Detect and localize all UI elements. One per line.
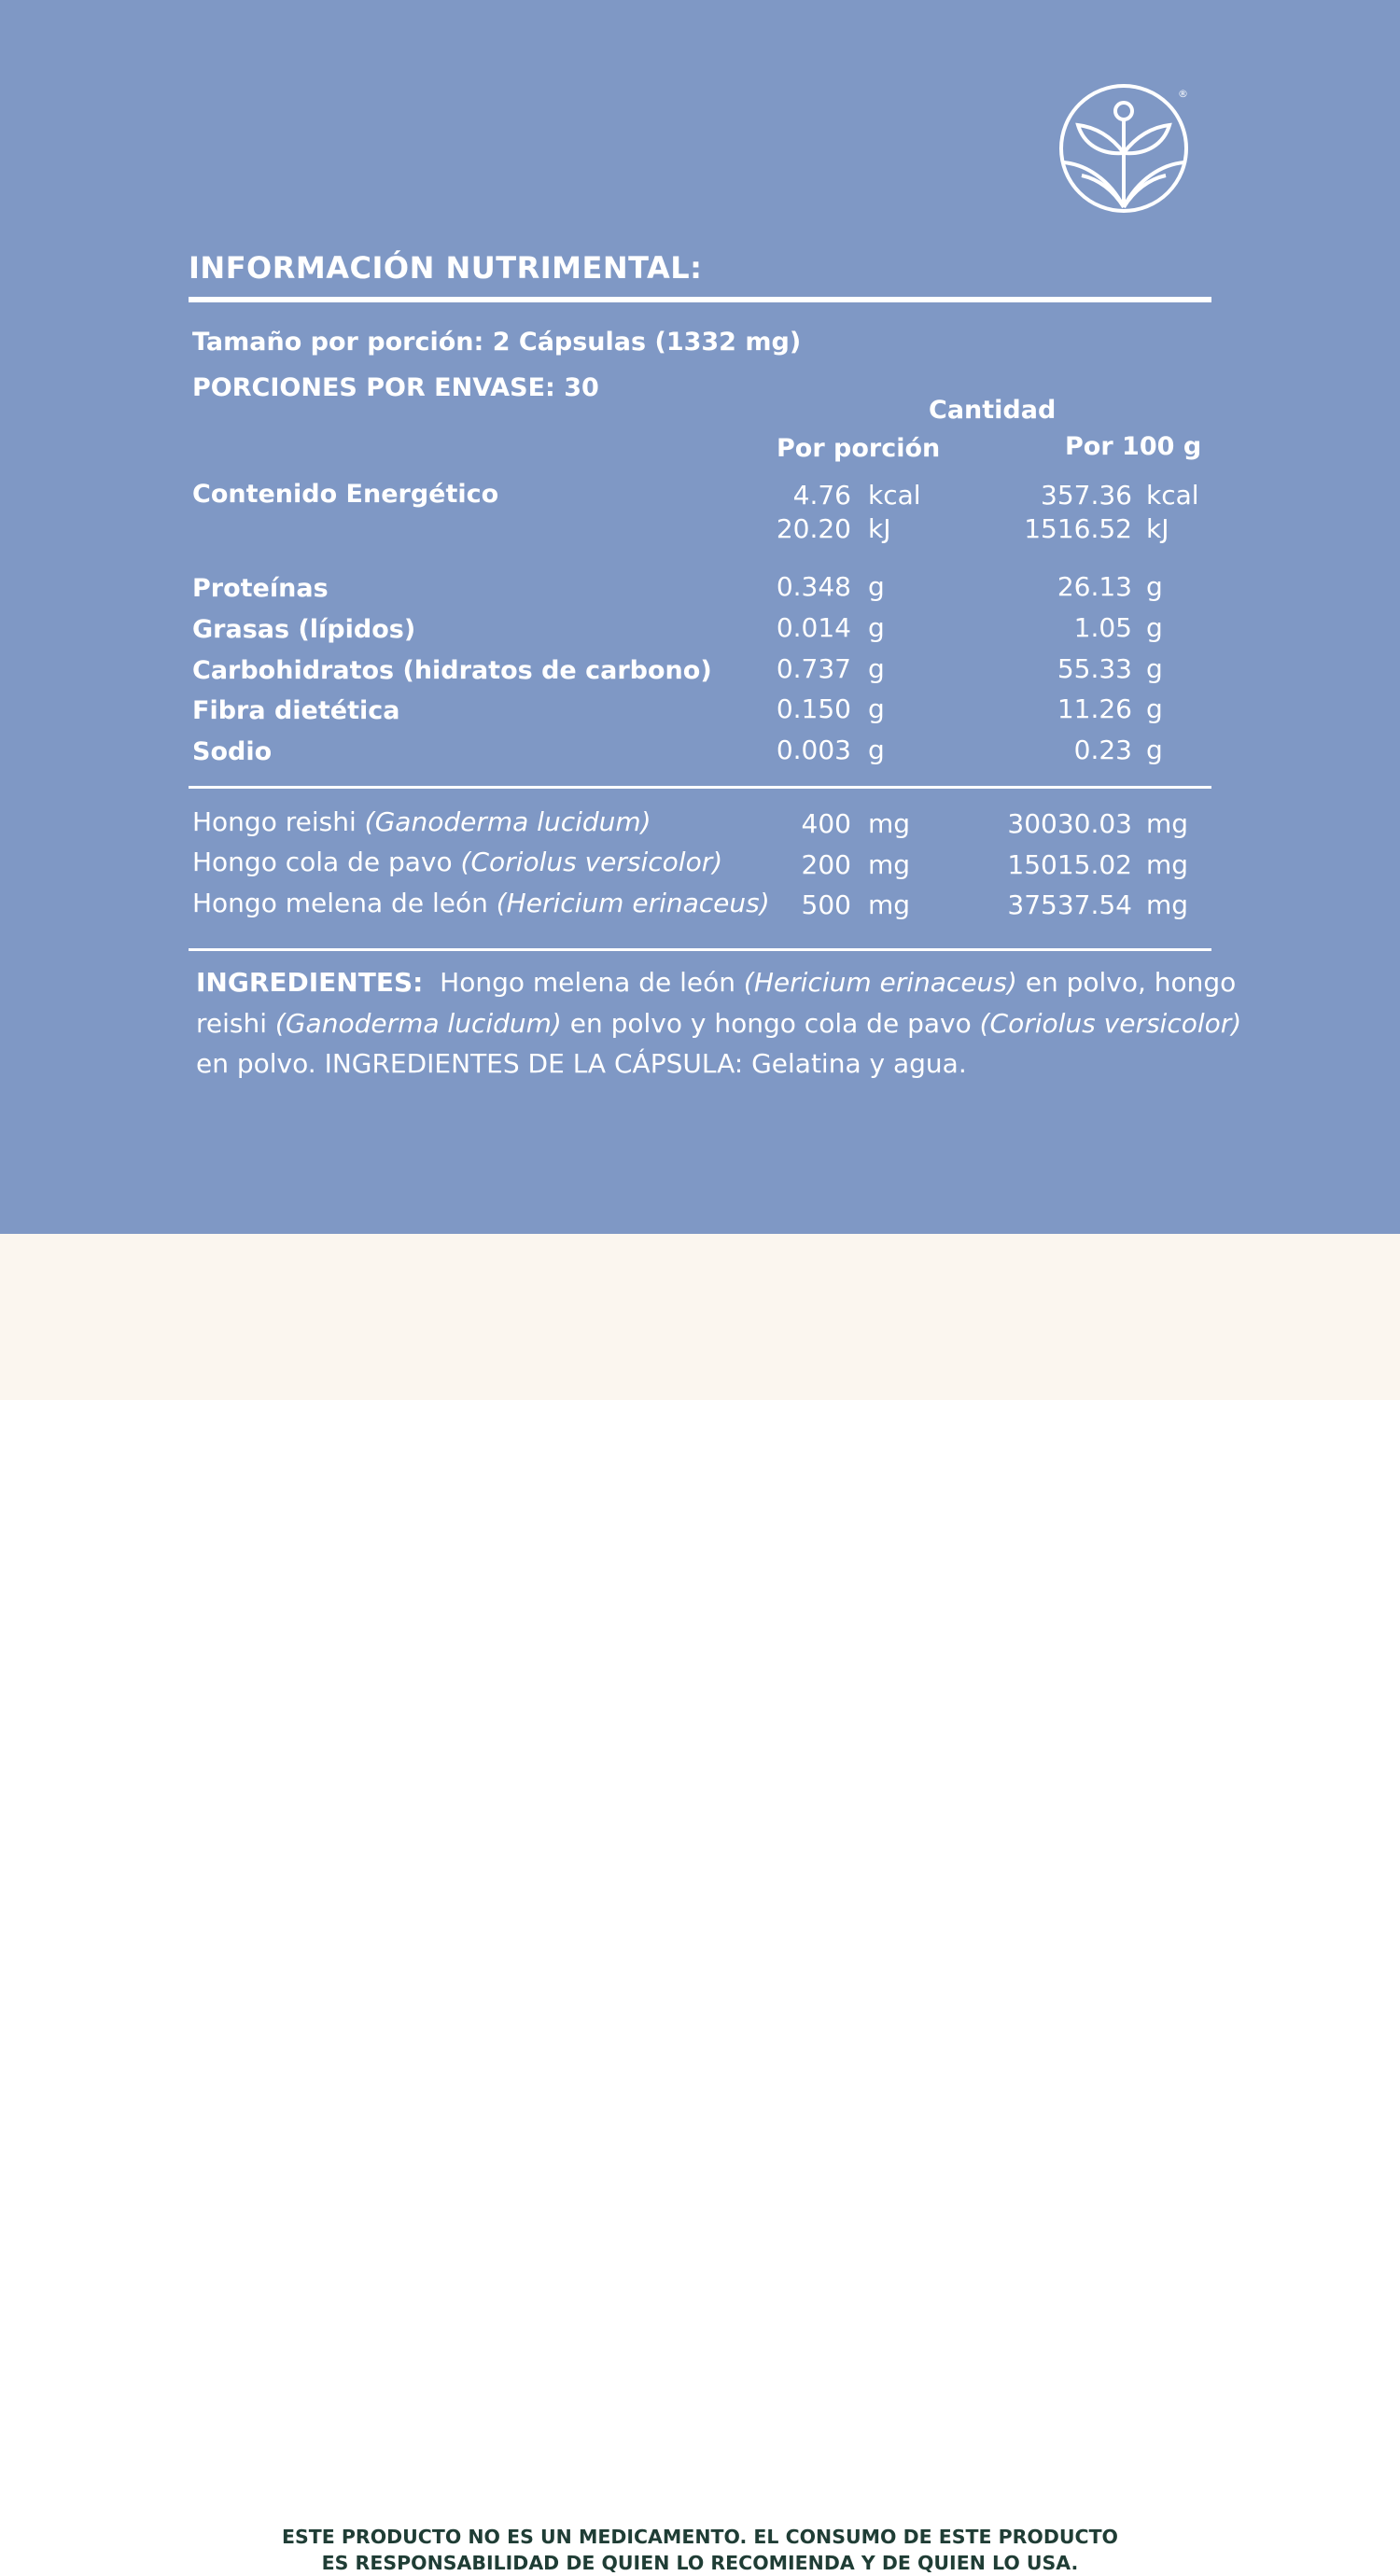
disclaimer (0, 2524, 1400, 2576)
nutrient-unit: g (868, 653, 885, 684)
energy-kcal-per-serving: 4.76 (792, 480, 851, 511)
energy-kcal-unit-100g: kcal (1146, 480, 1199, 511)
nutrient-unit: g (868, 612, 885, 643)
mushroom-label (192, 806, 651, 837)
page-title: INFORMACIÓN NUTRIMENTAL: (189, 250, 703, 286)
mushroom-label (192, 847, 722, 877)
energy-kj-unit-100g: kJ (1146, 513, 1169, 544)
nutrient-per-serving: 0.348 (776, 571, 851, 602)
energy-kcal-unit: kcal (868, 480, 921, 511)
nutrient-unit: g (868, 735, 885, 765)
mushroom-common-name: Hongo reishi (192, 806, 357, 837)
energy-kj-unit: kJ (868, 513, 891, 544)
nutrient-unit-100g: g (1146, 571, 1163, 602)
mushroom-unit: mg (868, 849, 911, 880)
mushroom-unit-100g: mg (1146, 849, 1189, 880)
mushroom-per-serving: 500 (801, 889, 851, 920)
divider (189, 948, 1211, 951)
ingredient-scientific: (Hericium erinaceus) (743, 967, 1017, 998)
nutrient-label: Fibra dietética (192, 696, 400, 725)
mushroom-common-name: Hongo cola de pavo (192, 847, 453, 877)
energy-kj-per-100g: 1516.52 (1024, 513, 1132, 544)
nutrient-per-serving: 0.014 (776, 612, 851, 643)
divider-thick (189, 297, 1211, 302)
mushroom-scientific-name: (Ganoderma lucidum) (364, 806, 651, 837)
mushroom-scientific-name: (Hericium erinaceus) (496, 888, 770, 918)
divider (189, 786, 1211, 789)
mushroom-label (192, 888, 770, 918)
nutrient-label: Carbohidratos (hidratos de carbono) (192, 656, 712, 685)
registered-mark: ® (1178, 88, 1188, 100)
mushroom-unit-100g: mg (1146, 889, 1189, 920)
nutrient-per-100g: 11.26 (1057, 693, 1132, 724)
ingredient-scientific: (Coriolus versicolor) (979, 1007, 1242, 1039)
nutrient-per-100g: 55.33 (1057, 653, 1132, 684)
nutrient-label: Sodio (192, 737, 273, 766)
sprout-logo-icon (1057, 82, 1190, 215)
footer (0, 1234, 1400, 2574)
nutrient-unit-100g: g (1146, 735, 1163, 765)
energy-label: Contenido Energético (192, 480, 499, 509)
mushroom-per-100g: 15015.02 (1007, 849, 1132, 880)
nutrient-per-100g: 0.23 (1073, 735, 1132, 765)
nutrient-unit: g (868, 571, 885, 602)
ingredient-text: Hongo melena de león (440, 967, 735, 998)
column-group-header: Cantidad (929, 396, 1057, 425)
mushroom-common-name: Hongo melena de león (192, 888, 488, 918)
nutrient-label: Grasas (lípidos) (192, 615, 416, 644)
nutrient-per-100g: 26.13 (1057, 571, 1132, 602)
nutrient-per-100g: 1.05 (1073, 612, 1132, 643)
mushroom-per-serving: 400 (801, 808, 851, 839)
ingredients-text (196, 962, 1242, 1085)
ingredients-heading: INGREDIENTES: (196, 967, 424, 998)
serving-size: Tamaño por porción: 2 Cápsulas (1332 mg) (192, 328, 802, 357)
nutrient-per-serving: 0.737 (776, 653, 851, 684)
ingredient-text: en polvo. INGREDIENTES DE LA CÁPSULA: Gelatina y agua. (196, 1048, 967, 1079)
mushroom-unit-100g: mg (1146, 808, 1189, 839)
nutrient-per-serving: 0.003 (776, 735, 851, 765)
column-header-per-serving: Por porción (777, 434, 941, 463)
ingredient-text: reishi (196, 1007, 268, 1039)
nutrient-unit-100g: g (1146, 612, 1163, 643)
energy-kj-per-serving: 20.20 (776, 513, 851, 544)
nutrient-unit-100g: g (1146, 653, 1163, 684)
mushroom-unit: mg (868, 889, 911, 920)
ingredient-text: en polvo, hongo (1025, 967, 1237, 998)
nutrient-label: Proteínas (192, 574, 329, 603)
mushroom-per-100g: 30030.03 (1007, 808, 1132, 839)
ingredient-text: en polvo y hongo cola de pavo (569, 1007, 972, 1039)
nutrient-unit-100g: g (1146, 693, 1163, 724)
column-header-per-100g: Por 100 g (1065, 432, 1202, 461)
mushroom-per-serving: 200 (801, 849, 851, 880)
nutrient-per-serving: 0.150 (776, 693, 851, 724)
mushroom-per-100g: 37537.54 (1007, 889, 1132, 920)
ingredient-scientific: (Ganoderma lucidum) (274, 1007, 562, 1039)
mushroom-unit: mg (868, 808, 911, 839)
energy-kcal-per-100g: 357.36 (1041, 480, 1132, 511)
disclaimer-line: ESTE PRODUCTO NO ES UN MEDICAMENTO. EL CONSUMO DE ESTE PRODUCTO (282, 2526, 1118, 2548)
mushroom-scientific-name: (Coriolus versicolor) (460, 847, 723, 877)
nutrition-panel (0, 0, 1400, 1234)
servings-per-container: PORCIONES POR ENVASE: 30 (192, 373, 599, 402)
disclaimer-line: ES RESPONSABILIDAD DE QUIEN LO RECOMIENDA Y DE QUIEN LO USA. (321, 2552, 1079, 2574)
nutrient-unit: g (868, 693, 885, 724)
